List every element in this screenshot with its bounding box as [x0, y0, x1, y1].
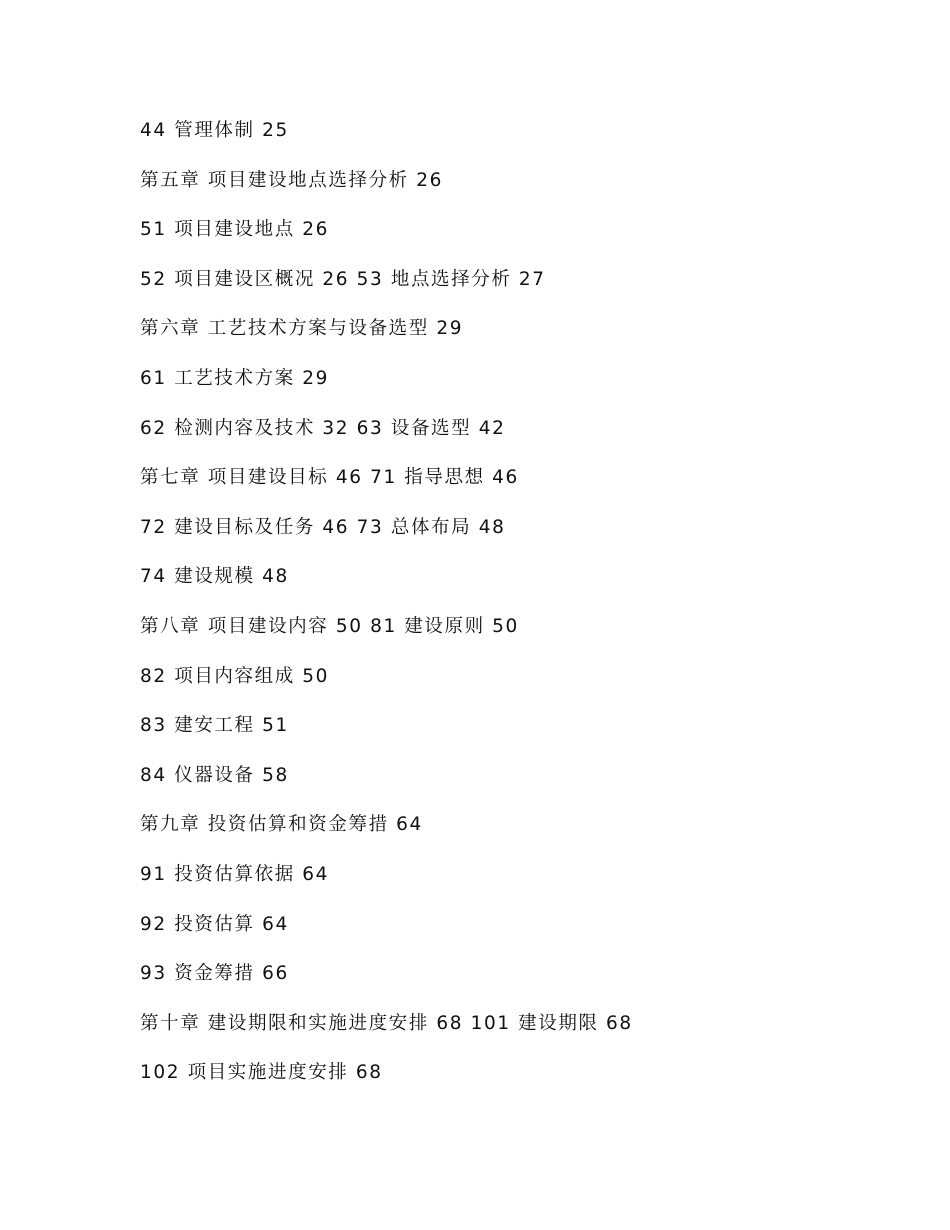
- toc-entry: 83 建安工程 51: [140, 715, 289, 737]
- toc-entry: 第七章 项目建设目标 46 71 指导思想 46: [140, 467, 519, 489]
- toc-entry: 91 投资估算依据 64: [140, 863, 330, 885]
- toc-entry: 52 项目建设区概况 26 53 地点选择分析 27: [140, 268, 546, 290]
- toc-entry: 92 投资估算 64: [140, 913, 289, 935]
- toc-entry: 51 项目建设地点 26: [140, 219, 330, 241]
- toc-entry: 61 工艺技术方案 29: [140, 367, 330, 389]
- toc-entry: 93 资金筹措 66: [140, 963, 289, 985]
- toc-entry: 102 项目实施进度安排 68: [140, 1062, 383, 1084]
- toc-entry: 第十章 建设期限和实施进度安排 68 101 建设期限 68: [140, 1012, 633, 1034]
- toc-entry: 62 检测内容及技术 32 63 设备选型 42: [140, 417, 506, 439]
- toc-entry: 74 建设规模 48: [140, 566, 289, 588]
- toc-entry: 82 项目内容组成 50: [140, 665, 330, 687]
- toc-entry: 第九章 投资估算和资金筹措 64: [140, 814, 423, 836]
- toc-entry: 第五章 项目建设地点选择分析 26: [140, 169, 444, 191]
- toc-entry: 72 建设目标及任务 46 73 总体布局 48: [140, 516, 506, 538]
- toc-entry: 第六章 工艺技术方案与设备选型 29: [140, 318, 464, 340]
- toc-entry: 第八章 项目建设内容 50 81 建设原则 50: [140, 615, 519, 637]
- toc-entry: 44 管理体制 25: [140, 120, 289, 141]
- table-of-contents: [140, 118, 900, 1110]
- toc-entry: 84 仪器设备 58: [140, 764, 289, 786]
